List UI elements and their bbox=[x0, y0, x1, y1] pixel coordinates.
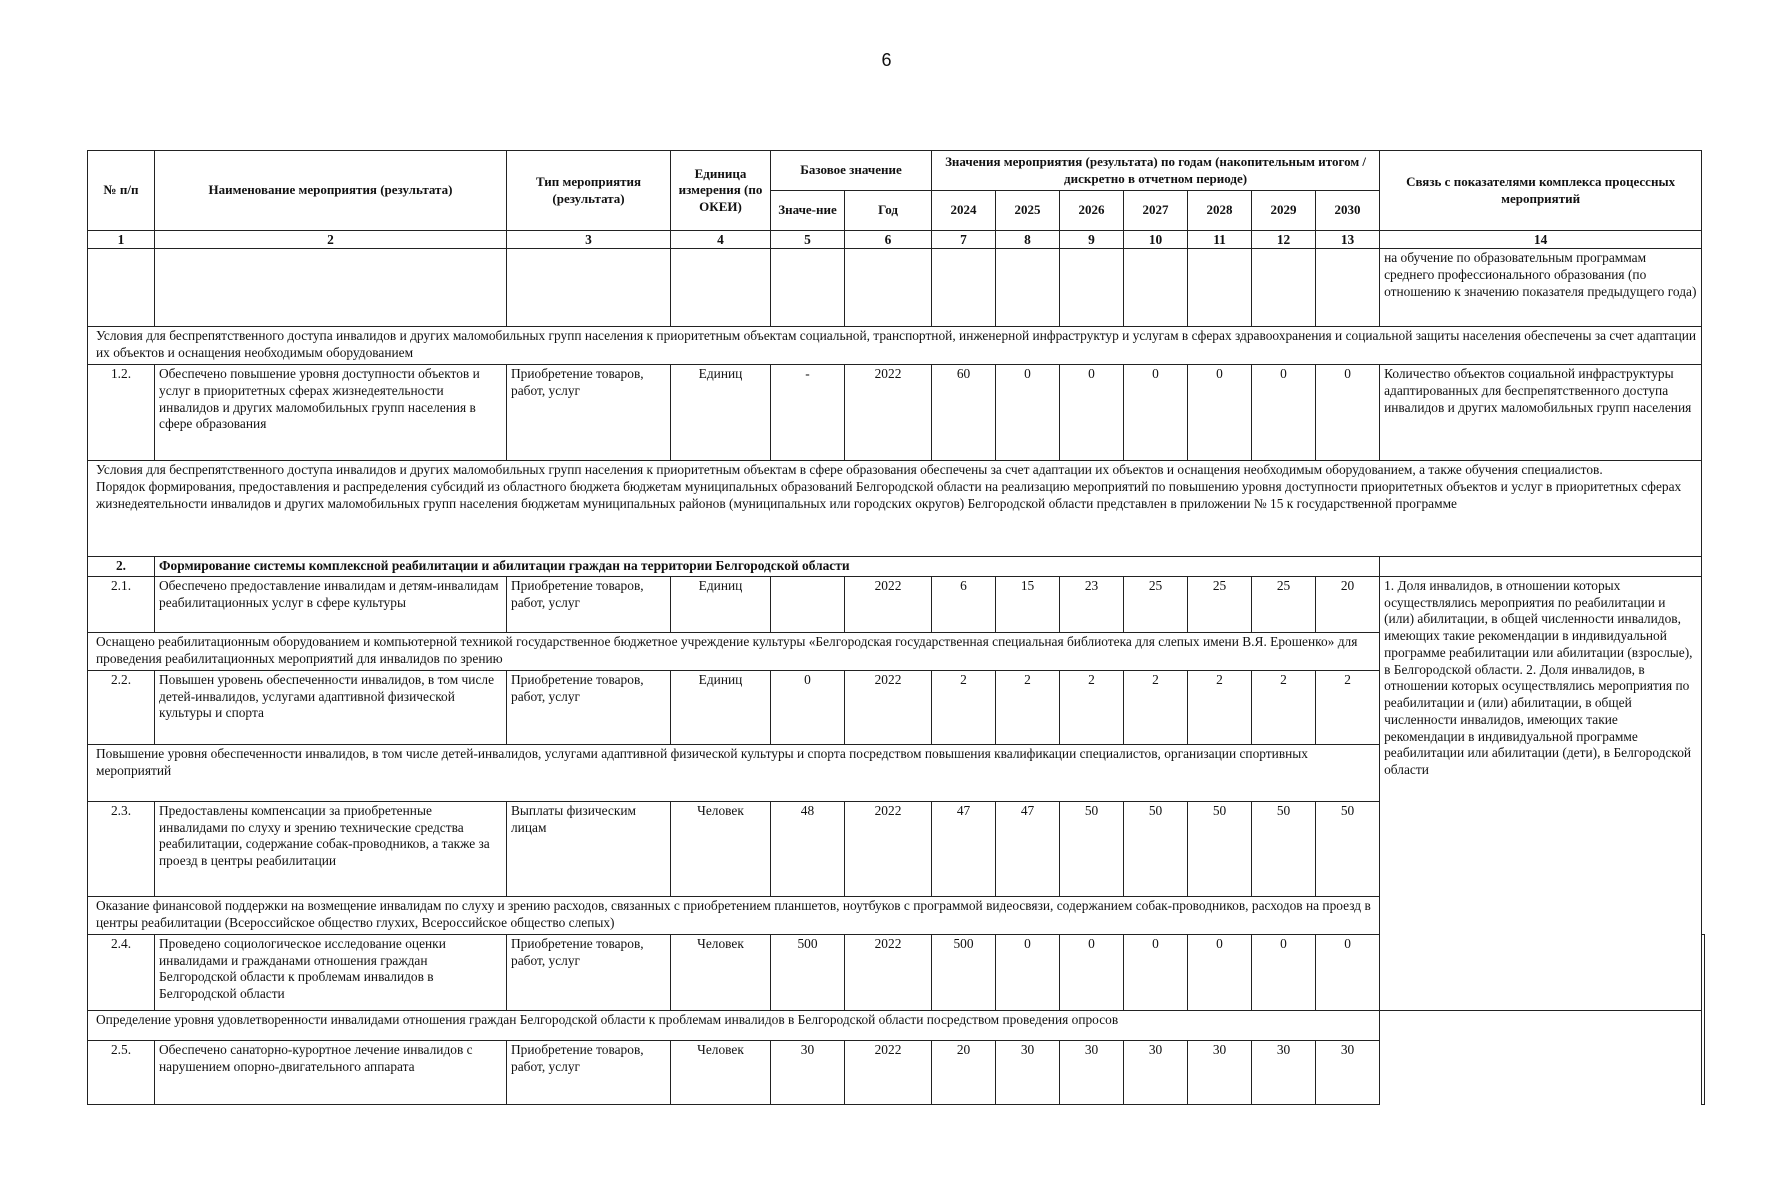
header-year: 2027 bbox=[1124, 191, 1188, 231]
base-value: 500 bbox=[771, 934, 845, 1010]
activity-type: Приобретение товаров, работ, услуг bbox=[507, 670, 671, 744]
column-number: 12 bbox=[1252, 231, 1316, 249]
unit: Человек bbox=[671, 1040, 771, 1104]
header-name: Наименование мероприятия (результата) bbox=[155, 151, 507, 231]
year-value: 60 bbox=[932, 365, 996, 461]
unit: Человек bbox=[671, 934, 771, 1010]
column-number: 6 bbox=[845, 231, 932, 249]
base-year: 2022 bbox=[845, 670, 932, 744]
note-text-a: Условия для беспрепятственного доступа инвалидов и других маломобильных групп населения к приоритетным объектам в сфере образования обеспечены за счет адаптации их объектов и оснащения необходимым оборудованием, а также обучения специалистов. bbox=[96, 462, 1603, 477]
header-unit: Единица измерения (по ОКЕИ) bbox=[671, 151, 771, 231]
link-cell: на обучение по образовательным программам среднего профессионального образования (по отношению к значению показателя предыдущего года) bbox=[1380, 249, 1702, 327]
year-value: 0 bbox=[996, 365, 1060, 461]
year-value: 25 bbox=[1188, 576, 1252, 632]
header-year: 2029 bbox=[1252, 191, 1316, 231]
activity-name: Обеспечено санаторно-курортное лечение инвалидов с нарушением опорно-двигательного аппарата bbox=[155, 1040, 507, 1104]
base-year: 2022 bbox=[845, 576, 932, 632]
base-year: 2022 bbox=[845, 365, 932, 461]
link-cell: 1. Доля инвалидов, в отношении которых осуществлялись мероприятия по реабилитации и (или) абилитации, в общей численности инвалидов, имеющих такие рекомендации в индивидуальной программе реабилитации или абилитации (взрослые), в Белгородской области. 2. Доля инвалидов, в отношении которых осуществлялись мероприятия по реабилитации и (или) абилитации, в общей численности инвалидов, имеющих такие рекомендации в индивидуальной программе реабилитации или абилитации (дети), в Белгородской области bbox=[1380, 576, 1702, 1010]
header-base-value: Значе-ние bbox=[771, 191, 845, 231]
year-value: 2 bbox=[1316, 670, 1380, 744]
header-base: Базовое значение bbox=[771, 151, 932, 191]
year-value: 25 bbox=[1252, 576, 1316, 632]
year-value: 2 bbox=[1252, 670, 1316, 744]
unit: Единиц bbox=[671, 670, 771, 744]
note-text: Повышение уровня обеспеченности инвалидов, в том числе детей-инвалидов, услугами адаптивной физической культуры и спорта посредством повышения квалификации специалистов, организации спортивных мероприятий bbox=[88, 744, 1380, 801]
year-value: 6 bbox=[932, 576, 996, 632]
header-year: 2024 bbox=[932, 191, 996, 231]
column-number: 2 bbox=[155, 231, 507, 249]
activity-type: Приобретение товаров, работ, услуг bbox=[507, 365, 671, 461]
year-value: 15 bbox=[996, 576, 1060, 632]
activity-name: Повышен уровень обеспеченности инвалидов, в том числе детей-инвалидов, услугами адаптивной физической культуры и спорта bbox=[155, 670, 507, 744]
activity-name: Обеспечено предоставление инвалидам и детям-инвалидам реабилитационных услуг в сфере культуры bbox=[155, 576, 507, 632]
activity-name: Обеспечено повышение уровня доступности объектов и услуг в приоритетных сферах жизнедеятельности инвалидов и других маломобильных групп населения в сфере образования bbox=[155, 365, 507, 461]
empty-link-cell bbox=[1702, 934, 1705, 1104]
header-num: № п/п bbox=[88, 151, 155, 231]
activity-type: Приобретение товаров, работ, услуг bbox=[507, 576, 671, 632]
activity-type: Приобретение товаров, работ, услуг bbox=[507, 934, 671, 1010]
header-type: Тип мероприятия (результата) bbox=[507, 151, 671, 231]
header-link: Связь с показателями комплекса процессных мероприятий bbox=[1380, 151, 1702, 231]
column-number: 3 bbox=[507, 231, 671, 249]
year-value: 30 bbox=[996, 1040, 1060, 1104]
activity-type: Приобретение товаров, работ, услуг bbox=[507, 1040, 671, 1104]
base-year: 2022 bbox=[845, 1040, 932, 1104]
column-numbers-row bbox=[88, 231, 1705, 249]
note-text bbox=[88, 461, 1702, 557]
row-number: 1.2. bbox=[88, 365, 155, 461]
note-text: Оснащено реабилитационным оборудованием и компьютерной техникой государственное бюджетное учреждение культуры «Белгородская государственная специальная библиотека для слепых имени В.Я. Ерошенко» для проведения реабилитационных мероприятий для инвалидов по зрению bbox=[88, 632, 1380, 670]
year-value: 0 bbox=[1188, 365, 1252, 461]
year-value: 50 bbox=[1316, 801, 1380, 896]
row-number: 2.5. bbox=[88, 1040, 155, 1104]
table-row bbox=[88, 1040, 1705, 1104]
unit: Единиц bbox=[671, 365, 771, 461]
year-value: 20 bbox=[932, 1040, 996, 1104]
year-value: 50 bbox=[1188, 801, 1252, 896]
year-value: 23 bbox=[1060, 576, 1124, 632]
row-number: 2.3. bbox=[88, 801, 155, 896]
column-number: 5 bbox=[771, 231, 845, 249]
year-value: 0 bbox=[1124, 365, 1188, 461]
table-row bbox=[88, 576, 1705, 632]
year-value: 0 bbox=[1252, 365, 1316, 461]
year-value: 0 bbox=[1060, 365, 1124, 461]
column-number: 1 bbox=[88, 231, 155, 249]
activity-name: Предоставлены компенсации за приобретенные инвалидами по слуху и зрению технические средства реабилитации, содержание собак-проводников, а также за проезд в центры реабилитации bbox=[155, 801, 507, 896]
activity-name: Проведено социологическое исследование оценки инвалидами и гражданами отношения граждан Белгородской области к проблемам инвалидов в Белгородской области bbox=[155, 934, 507, 1010]
column-number: 10 bbox=[1124, 231, 1188, 249]
header-base-year: Год bbox=[845, 191, 932, 231]
section-title: Формирование системы комплексной реабилитации и абилитации граждан на территории Белгородской области bbox=[155, 557, 1380, 577]
note-text-b: Порядок формирования, предоставления и распределения субсидий из областного бюджета бюджетам муниципальных образований Белгородской области на реализацию мероприятий по повышению уровня доступности приоритетных объектов и услуг в приоритетных сферах жизнедеятельности инвалидов и других маломобильных групп населения бюджетам муниципальных районов (муниципальных или городских округов) Белгородской области представлен в приложении № 15 к государственной программе bbox=[96, 478, 1682, 511]
column-number: 14 bbox=[1380, 231, 1702, 249]
table-row bbox=[88, 249, 1705, 327]
year-value: 50 bbox=[1252, 801, 1316, 896]
year-value: 2 bbox=[1188, 670, 1252, 744]
year-value: 2 bbox=[996, 670, 1060, 744]
page-number: 6 bbox=[881, 50, 892, 70]
section-number: 2. bbox=[88, 557, 155, 577]
header-row-1 bbox=[88, 151, 1705, 191]
year-value: 2 bbox=[932, 670, 996, 744]
column-number: 8 bbox=[996, 231, 1060, 249]
year-value: 30 bbox=[1124, 1040, 1188, 1104]
year-value: 50 bbox=[1060, 801, 1124, 896]
row-number: 2.4. bbox=[88, 934, 155, 1010]
year-value: 2 bbox=[1060, 670, 1124, 744]
note-row bbox=[88, 461, 1705, 557]
column-number: 11 bbox=[1188, 231, 1252, 249]
year-value: 30 bbox=[1252, 1040, 1316, 1104]
header-year: 2028 bbox=[1188, 191, 1252, 231]
column-number: 13 bbox=[1316, 231, 1380, 249]
note-text: Оказание финансовой поддержки на возмещение инвалидам по слуху и зрению расходов, связанных с приобретением планшетов, ноутбуков с программой видеосвязи, содержанием собак-проводников, расходов на проезд в центры реабилитации (Всероссийское общество глухих, Всероссийское общество слепых) bbox=[88, 896, 1380, 934]
year-value: 0 bbox=[1124, 934, 1188, 1010]
year-value: 500 bbox=[932, 934, 996, 1010]
note-row bbox=[88, 327, 1705, 365]
base-value: 0 bbox=[771, 670, 845, 744]
note-row bbox=[88, 1010, 1705, 1040]
year-value: 30 bbox=[1316, 1040, 1380, 1104]
link-cell: Количество объектов социальной инфраструктуры адаптированных для беспрепятственного доступа инвалидов и других маломобильных групп населения bbox=[1380, 365, 1702, 461]
column-number: 7 bbox=[932, 231, 996, 249]
section-row bbox=[88, 557, 1705, 577]
base-value: 30 bbox=[771, 1040, 845, 1104]
unit: Единиц bbox=[671, 576, 771, 632]
base-value bbox=[771, 576, 845, 632]
year-value: 0 bbox=[996, 934, 1060, 1010]
year-value: 0 bbox=[1060, 934, 1124, 1010]
base-value: - bbox=[771, 365, 845, 461]
year-value: 0 bbox=[1252, 934, 1316, 1010]
year-value: 0 bbox=[1316, 934, 1380, 1010]
year-value: 30 bbox=[1188, 1040, 1252, 1104]
header-year: 2026 bbox=[1060, 191, 1124, 231]
unit: Человек bbox=[671, 801, 771, 896]
year-value: 0 bbox=[1316, 365, 1380, 461]
table-row bbox=[88, 365, 1705, 461]
activity-type: Выплаты физическим лицам bbox=[507, 801, 671, 896]
year-value: 2 bbox=[1124, 670, 1188, 744]
base-year: 2022 bbox=[845, 801, 932, 896]
row-number: 2.2. bbox=[88, 670, 155, 744]
year-value: 25 bbox=[1124, 576, 1188, 632]
header-years-title: Значения мероприятия (результата) по годам (накопительным итогом / дискретно в отчетном периоде) bbox=[932, 151, 1380, 191]
column-number: 4 bbox=[671, 231, 771, 249]
header-year: 2025 bbox=[996, 191, 1060, 231]
base-year: 2022 bbox=[845, 934, 932, 1010]
year-value: 47 bbox=[996, 801, 1060, 896]
year-value: 47 bbox=[932, 801, 996, 896]
empty-link-cell bbox=[1380, 557, 1702, 577]
activities-table bbox=[87, 150, 1705, 1105]
row-number: 2.1. bbox=[88, 576, 155, 632]
note-text: Условия для беспрепятственного доступа инвалидов и других маломобильных групп населения к приоритетным объектам социальной, транспортной, инженерной инфраструктур и услугам в сферах здравоохранения и социальной защиты населения обеспечены за счет адаптации их объектов и оснащения необходимым оборудованием bbox=[88, 327, 1702, 365]
year-value: 20 bbox=[1316, 576, 1380, 632]
year-value: 50 bbox=[1124, 801, 1188, 896]
header-year: 2030 bbox=[1316, 191, 1380, 231]
column-number: 9 bbox=[1060, 231, 1124, 249]
note-text: Определение уровня удовлетворенности инвалидами отношения граждан Белгородской области к проблемам инвалидов в Белгородской области посредством проведения опросов bbox=[88, 1010, 1380, 1040]
year-value: 30 bbox=[1060, 1040, 1124, 1104]
base-value: 48 bbox=[771, 801, 845, 896]
year-value: 0 bbox=[1188, 934, 1252, 1010]
